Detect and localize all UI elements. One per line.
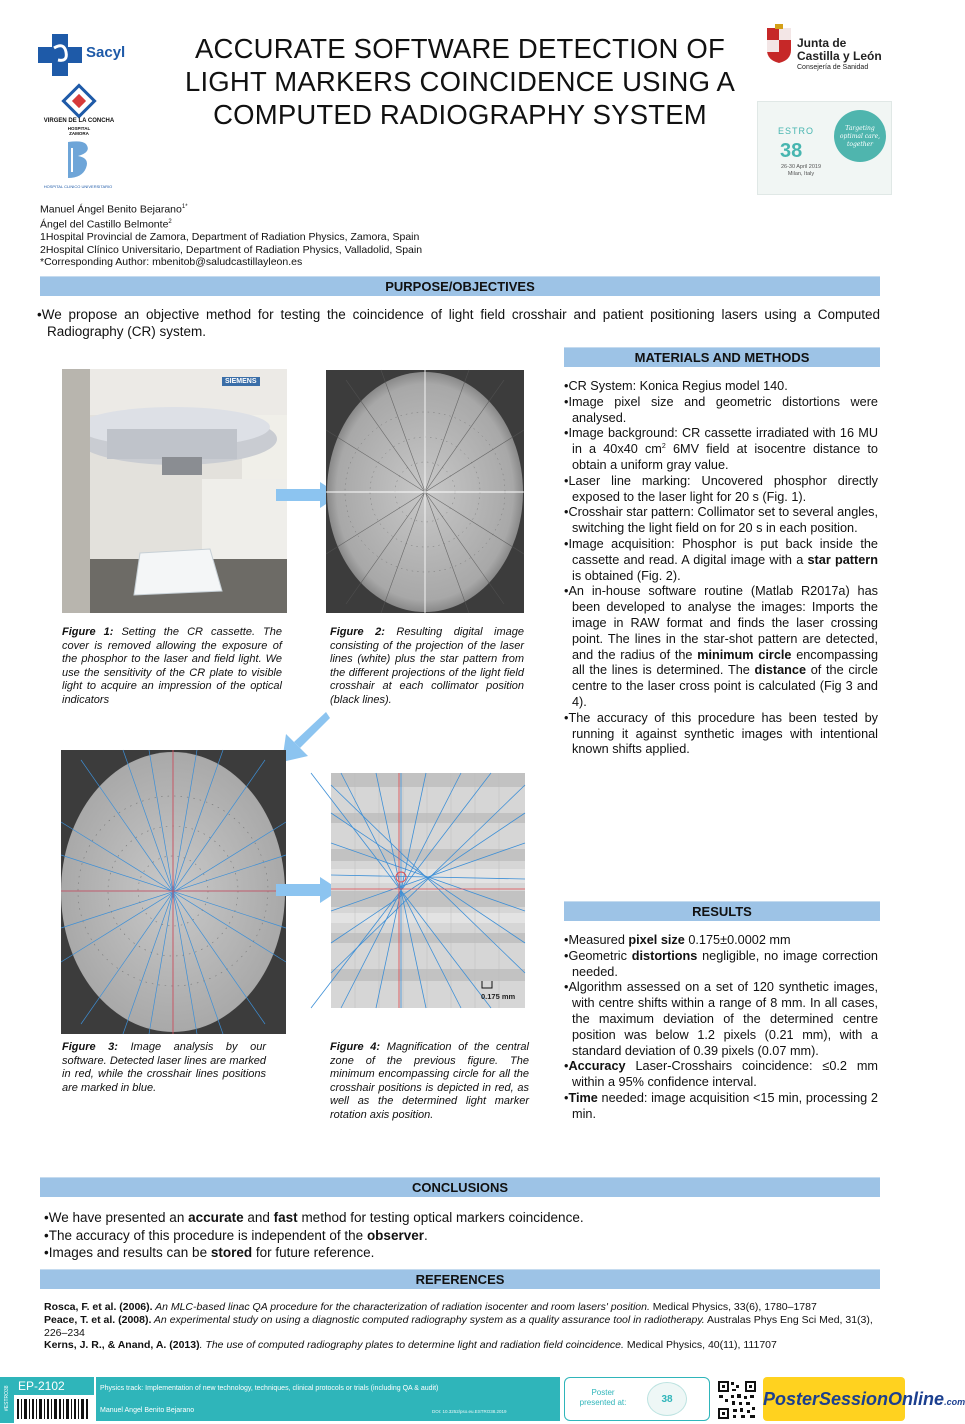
- footer-doi: DOI: 10.3252/pso.eu.ESTRO38.2019: [432, 1409, 507, 1414]
- siemens-label: SIEMENS: [222, 377, 260, 386]
- estro-motto: Targeting optimal care, together: [834, 110, 886, 162]
- footer-poster-presented: [564, 1377, 710, 1421]
- figure-4-caption: Figure 4: Magnification of the central zone of the previous figure. The minimum encompassing circle for all the crosshair positions is depicted in red, as well as the determined light marker rotation axis position.: [330, 1041, 529, 1121]
- methods-item: • Crosshair star pattern: Collimator set to several angles, switching the light field on for 20 s in each position.: [563, 505, 878, 537]
- junta-name: Junta de Castilla y León: [797, 36, 882, 63]
- methods-item: • Image background: CR cassette irradiated with 16 MU in a 40x40 $cm^2$ 6MV field at isocentre distance to obtain a uniform gray value.: [563, 426, 878, 473]
- footer-code-block: [0, 1377, 94, 1423]
- hcu-emblem-icon: [38, 138, 118, 184]
- methods-item: • Image pixel size and geometric distortions were analysed.: [563, 395, 878, 427]
- author-block: Manuel Ángel Benito Bejarano$^{1*}$ Ángel del Castillo Belmonte$^2$ 1Hospital Provincial de Zamora, Department of Radiation Physics, Zamora, Spain 2Hospital Clínico Universitario, Department of Radiation Physics, Valladolid, Spain *Corresponding Author: mbenitob@saludcastillayleon.es: [40, 201, 640, 269]
- affiliation-1: 1Hospital Provincial de Zamora, Department of Radiation Physics, Zamora, Spain: [40, 231, 420, 243]
- footer-side-tab: #ESTRO38: [0, 1377, 14, 1423]
- hcu-name: HOSPITAL CLINICO UNIVERSITARIO: [43, 184, 113, 189]
- figure-2-caption: Figure 2: Resulting digital image consisting of the projection of the laser lines (white) plus the star pattern from the different projections of the light field crosshair at each collimator position (black lines).: [330, 626, 524, 706]
- author-2: Ángel del Castillo Belmonte: [40, 218, 169, 231]
- concha-sub: HOSPITAL ZAMORA: [67, 126, 91, 136]
- footer-info: [96, 1377, 560, 1421]
- references-header: REFERENCES: [40, 1269, 880, 1289]
- sacyl-cross-icon: [38, 34, 84, 76]
- references-list: [44, 1301, 880, 1352]
- results-item: • Algorithm assessed on a set of 120 synthetic images, with centre shifts within a range of 8 mm. In all cases, the maximum deviation of the determined centre position was below 1.2 pixels (0.21 mm), with a standard deviation of 0.39 pixels (0.07 mm).: [563, 980, 878, 1059]
- concha-name: VIRGEN DE LA CONCHA: [43, 118, 115, 124]
- estro-badge: 38: [647, 1382, 687, 1416]
- methods-item: • Laser line marking: Uncovered phosphor directly exposed to the laser light for 20 s (Fig. 1).: [563, 474, 878, 506]
- purpose-header: PURPOSE/OBJECTIVES: [40, 276, 880, 296]
- concha-diamond-icon: [34, 84, 124, 118]
- scale-bar-label: 0.175 mm: [481, 992, 516, 1001]
- results-list: [563, 933, 878, 1123]
- conclusion-item: • Images and results can be stored for future reference.: [44, 1244, 880, 1262]
- footer-track: Physics track: Implementation of new technology, techniques, clinical protocols or trials (including QA & audit): [100, 1385, 439, 1392]
- poster-code: EP-2102: [14, 1377, 94, 1395]
- reference-item: Peace, T. et al. (2008). An experimental study on using a diagnostic computed radiography system as a quality assurance tool in radiotherapy. Australas Phys Eng Sci Med, 31(3), 226–234: [44, 1313, 873, 1339]
- estro-number: 38: [780, 140, 803, 162]
- figure-3-image: [61, 750, 286, 1034]
- affiliation-2: 2Hospital Clínico Universitario, Department of Radiation Physics, Valladolid, Spain: [40, 243, 423, 256]
- results-item: • Measured pixel size 0.175±0.0002 mm: [563, 933, 878, 949]
- results-item: • Geometric distortions negligible, no image correction needed.: [563, 949, 878, 981]
- results-item: • Accuracy Laser-Crosshairs coincidence: ≤0.2 mm within a 95% confidence interval.: [563, 1059, 878, 1091]
- conclusion-item: • The accuracy of this procedure is independent of the observer.: [44, 1227, 880, 1245]
- corresponding-author: *Corresponding Author: mbenitob@saludcastillayleon.es: [40, 256, 303, 268]
- figure-3-caption: Figure 3: Image analysis by our software. Detected laser lines are marked in red, while the crosshair lines positions are marked in blue.: [62, 1041, 266, 1094]
- conclusions-list: [44, 1209, 880, 1262]
- methods-list: [563, 379, 878, 758]
- figure-1-image: [62, 369, 287, 613]
- poster-session-online-logo[interactable]: PosterSessionOnline.com: [763, 1377, 905, 1421]
- estro38-logo: [757, 101, 892, 195]
- estro-dates: 26-30 April 2019 Milan, Italy: [780, 164, 822, 177]
- conclusions-header: CONCLUSIONS: [40, 1177, 880, 1197]
- methods-item: • An in-house software routine (Matlab R2017a) has been developed to analyse the images: Imports the image in RAW format and finds the laser crossing point. The lines in the star-shot pattern are detected, and the radius of the minimum circle encompassing all the lines is determined. The distance of the circle centre to the laser cross point is calculated (Fig 3 and 4).: [563, 584, 878, 710]
- figure-1-caption: Figure 1: Setting the CR cassette. The cover is removed allowing the exposure of the phosphor to the laser and field light. We use the sensitivity of the CR plate to visible light to acquire an impression of the optical indicators: [62, 626, 283, 706]
- sacyl-logo: [38, 34, 138, 76]
- barcode-icon: [16, 1398, 90, 1420]
- results-header: RESULTS: [564, 901, 880, 921]
- methods-header: MATERIALS AND METHODS: [564, 347, 880, 367]
- poster-title: ACCURATE SOFTWARE DETECTION OF LIGHT MARKERS COINCIDENCE USING A COMPUTED RADIOGRAPHY SYSTEM: [184, 33, 736, 130]
- junta-dept: Consejería de Sanidad: [797, 64, 869, 71]
- purpose-text: •We propose an objective method for testing the coincidence of light field crosshair and patient positioning lasers using a Computed Radiography (CR) system.: [37, 307, 880, 339]
- junta-logo: [765, 24, 905, 80]
- figure-2-image: [326, 370, 524, 613]
- estro-word: ESTRO: [778, 126, 815, 136]
- hcu-logo: [38, 138, 118, 192]
- author-1: Manuel Ángel Benito Bejarano: [40, 203, 182, 216]
- figure-4-image: [331, 773, 525, 1008]
- results-item: • Time needed: image acquisition <15 min, processing 2 min.: [563, 1091, 878, 1123]
- arrow-down-left-icon: [282, 712, 330, 762]
- sacyl-wordmark: Sacyl: [86, 44, 126, 61]
- footer-author: Manuel Angel Benito Bejarano: [100, 1407, 195, 1414]
- methods-item: • Image acquisition: Phosphor is put back inside the cassette and read. A digital image with a star pattern is obtained (Fig. 2).: [563, 537, 878, 584]
- poster-presented-label: Poster presented at:: [579, 1388, 627, 1407]
- reference-item: Rosca, F. et al. (2006). An MLC-based linac QA procedure for the characterization of radiation isocenter and room lasers' position. Medical Physics, 33(6), 1780–1787: [44, 1301, 817, 1313]
- qr-code-icon[interactable]: [717, 1380, 757, 1420]
- junta-shield-icon: [765, 24, 793, 64]
- methods-item: • CR System: Konica Regius model 140.: [563, 379, 878, 395]
- conclusion-item: • We have presented an accurate and fast method for testing optical markers coincidence.: [44, 1209, 880, 1227]
- reference-item: Kerns, J. R., & Anand, A. (2013). The use of computed radiography plates to determine light and radiation field coincidence. Medical Physics, 40(11), 111707: [44, 1339, 777, 1352]
- virgen-concha-logo: [34, 84, 124, 140]
- methods-item: • The accuracy of this procedure has been tested by running it against synthetic images with intentional known shifts applied.: [563, 711, 878, 758]
